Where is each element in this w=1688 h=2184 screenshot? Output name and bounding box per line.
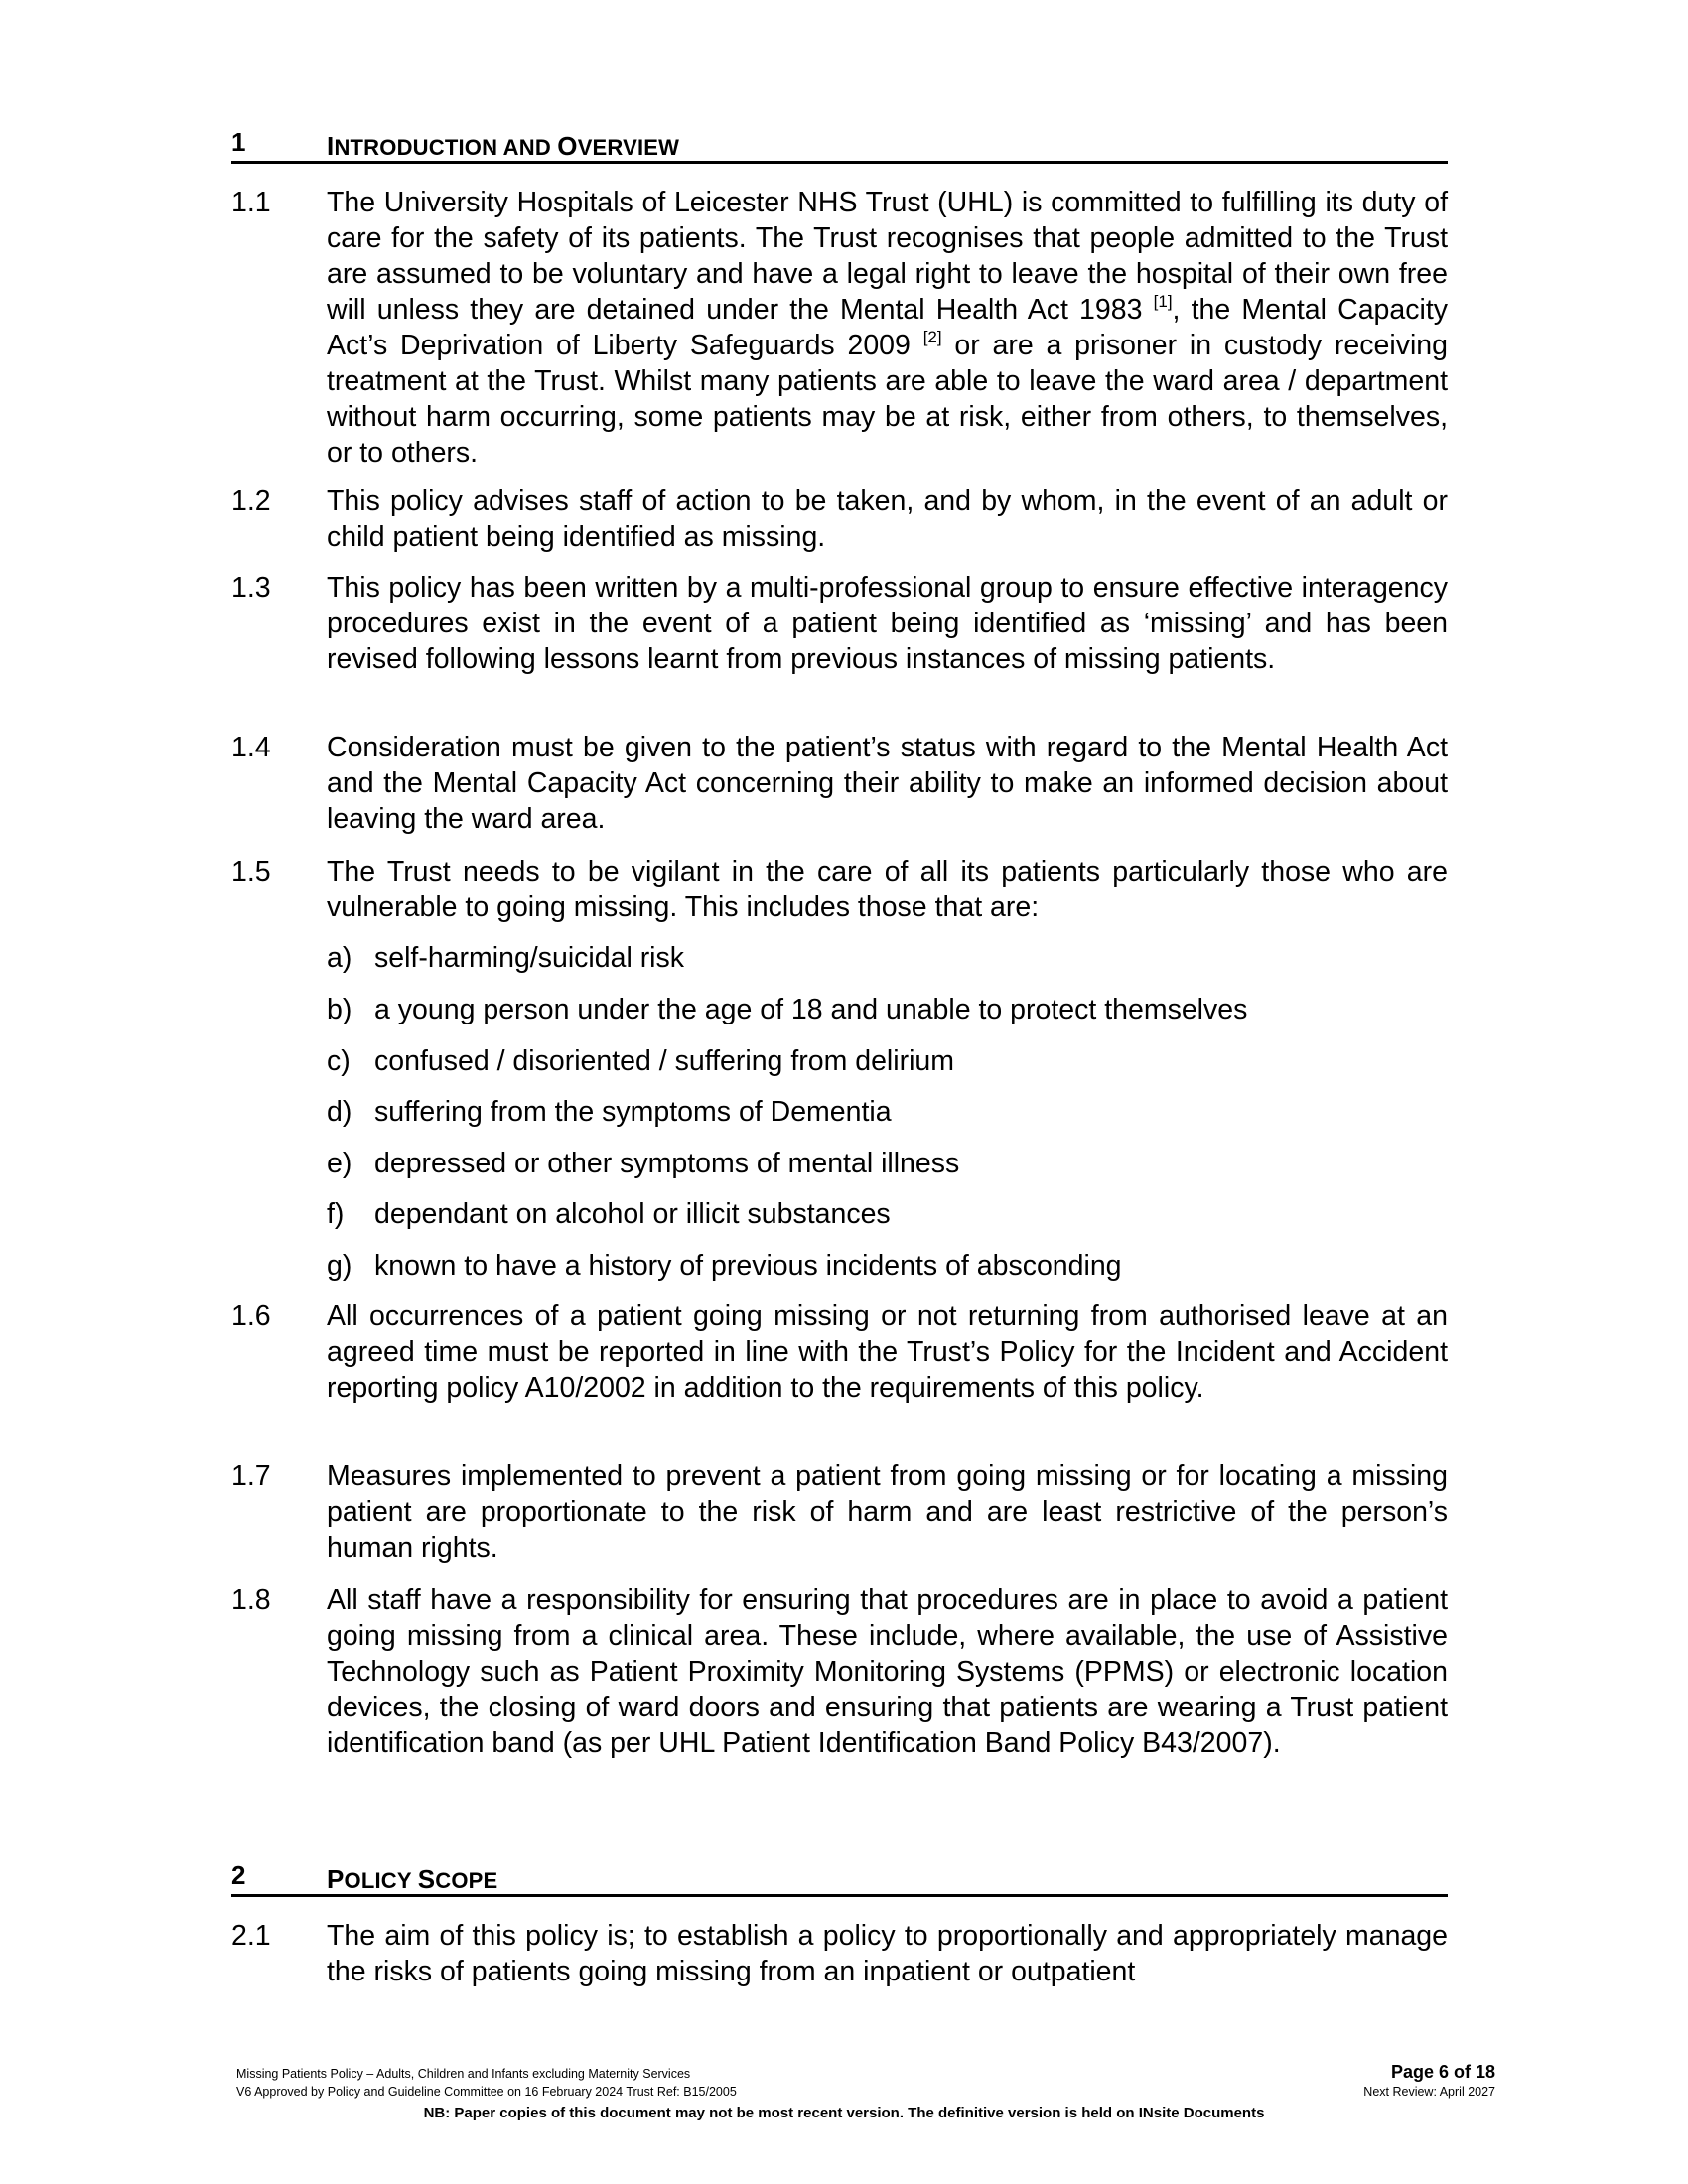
- footer-page-info: [1363, 2061, 1495, 2101]
- paragraph-1-7: [231, 1458, 1448, 1566]
- section-title: POLICY SCOPE: [327, 1864, 498, 1894]
- paragraph-1-3: [231, 570, 1448, 677]
- section-number: 1: [231, 127, 246, 157]
- section-number: 2: [231, 1860, 246, 1890]
- paragraph-1-1: [231, 185, 1448, 471]
- paragraph-number: 1.3: [231, 572, 271, 604]
- footer-approval: V6 Approved by Policy and Guideline Committee on 16 February 2024 Trust Ref: B15/2005: [236, 2085, 737, 2099]
- paragraph-2-1: [231, 1918, 1448, 1989]
- paragraph-1-2: [231, 483, 1448, 555]
- paragraph-text: All staff have a responsibility for ensuring that procedures are in place to avoid a patient going missing from a clinical area. These include, where available, the use of Assistive Technology such as Patient Proximity Monitoring Systems (PPMS) or electronic location devices, the closing of ward doors and ensuring that patients are wearing a Trust patient identification band (as per UHL Patient Identification Band Policy B43/2007).: [327, 1584, 1448, 1759]
- paragraph-number: 1.5: [231, 856, 271, 887]
- page-number: Page 6 of 18: [1390, 2062, 1495, 2082]
- paragraph-number: 1.6: [231, 1300, 271, 1332]
- list-item: d) suffering from the symptoms of Dementia: [327, 1096, 892, 1128]
- paragraph-text: The aim of this policy is; to establish a policy to proportionally and appropriately manage the risks of patients going missing from an inpatient or outpatient: [327, 1920, 1448, 1987]
- paragraph-number: 1.8: [231, 1584, 271, 1616]
- paragraph-text: The University Hospitals of Leicester NHS Trust (UHL) is committed to fulfilling its duty of care for the safety of its patients. The Trust recognises that people admitted to the Trust are assumed to be voluntary and have a legal right to leave the hospital of their own free will unless they are detained under the Mental Health Act 1983 [1], the Mental Capacity Act’s Deprivation of Liberty Safeguards 2009 [2] or are a prisoner in custody receiving treatment at the Trust. Whilst many patients are able to leave the ward area / department without harm occurring, some patients may be at risk, either from others, to themselves, or to others.: [327, 187, 1449, 469]
- footnote-ref-1[interactable]: [1]: [1153, 291, 1173, 311]
- footnote-ref-2[interactable]: [2]: [922, 327, 942, 346]
- paragraph-number: 1.4: [231, 732, 271, 763]
- footer-title: Missing Patients Policy – Adults, Children and Infants excluding Maternity Services: [236, 2067, 691, 2081]
- section-title: INTRODUCTION AND OVERVIEW: [327, 131, 680, 161]
- section-heading-1: [231, 127, 1448, 164]
- footer-document-info: [236, 2065, 737, 2101]
- paragraph-number: 1.7: [231, 1460, 271, 1492]
- list-item: a) self-harming/suicidal risk: [327, 942, 685, 974]
- section-heading-2: [231, 1860, 1448, 1897]
- paragraph-text: Consideration must be given to the patient’s status with regard to the Mental Health Act and the Mental Capacity Act concerning their ability to make an informed decision about leaving the ward area.: [327, 732, 1448, 835]
- paragraph-text: This policy advises staff of action to be taken, and by whom, in the event of an adult or child patient being identified as missing.: [327, 485, 1448, 553]
- paragraph-1-6: [231, 1298, 1448, 1406]
- list-item: f) dependant on alcohol or illicit substances: [327, 1198, 891, 1230]
- list-item: c) confused / disoriented / suffering from delirium: [327, 1045, 955, 1077]
- list-item: g) known to have a history of previous incidents of absconding: [327, 1250, 1122, 1282]
- paragraph-text: This policy has been written by a multi-professional group to ensure effective interagency procedures exist in the event of a patient being identified as ‘missing’ and has been revised following lessons learnt from previous instances of missing patients.: [327, 572, 1448, 675]
- paragraph-1-4: [231, 730, 1448, 837]
- footer-note: NB: Paper copies of this document may not be most recent version. The definitive version is held on INsite Documents: [423, 2105, 1265, 2121]
- paragraph-text: Measures implemented to prevent a patient from going missing or for locating a missing patient are proportionate to the risk of harm and are least restrictive of the person’s human rights.: [327, 1460, 1448, 1564]
- paragraph-text: All occurrences of a patient going missing or not returning from authorised leave at an agreed time must be reported in line with the Trust’s Policy for the Incident and Accident reporting policy A10/2002 in addition to the requirements of this policy.: [327, 1300, 1448, 1404]
- list-item: e) depressed or other symptoms of mental illness: [327, 1148, 960, 1179]
- paragraph-number: 1.2: [231, 485, 271, 517]
- next-review: Next Review: April 2027: [1363, 2085, 1495, 2099]
- paragraph-1-5: [231, 854, 1448, 925]
- list-item: b) a young person under the age of 18 and unable to protect themselves: [327, 994, 1248, 1025]
- paragraph-text: The Trust needs to be vigilant in the care of all its patients particularly those who are vulnerable to going missing. This includes those that are:: [327, 856, 1448, 923]
- paragraph-number: 1.1: [231, 187, 271, 218]
- paragraph-1-8: [231, 1582, 1448, 1761]
- paragraph-number: 2.1: [231, 1920, 271, 1952]
